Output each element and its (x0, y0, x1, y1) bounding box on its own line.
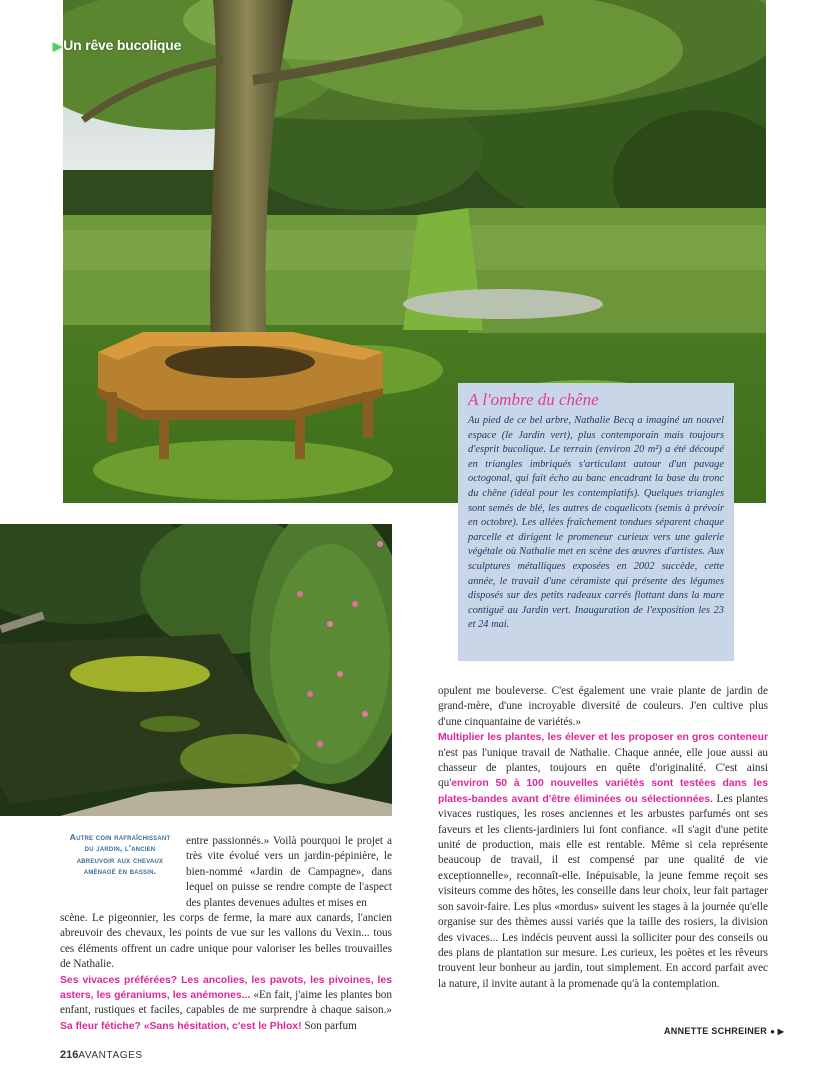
paragraph: Multiplier les plantes, les élever et les proposer en gros conteneur n'est pas l'unique travail de Nathalie. Chaque année, elle joue aussi au chasseur de plantes, toujours en quête d'originalité. C'est ainsi qu'environ 50 à 100 nouvelles variétés sont testées dans les plates-bandes avant d'être éliminées ou sélectionnées. Les plantes vivaces rustiques, les roses anciennes et les arbustes parfumés ont ses faveurs et les clients-jardiniers lui font confiance. «Il s'agit d'une petite unité de production, mais elle est rentable. Même si cela représente beaucoup de travail, il est compensé par une qualité de vie exceptionnelle», reconnaît-elle. Inépuisable, la jeune femme reçoit ses visiteurs comme des hôtes, les conseille dans leur choix, leur fait partager son savoir-faire. Les plus «mordus» suivent les stages à la journée qu'elle organise sur des thèmes aussi variés que la taille des rosiers, la division des vivaces... Les indécis peuvent aussi la solliciter pour des conseils ou des plans de plantation sur mesure. Les curieux, les poètes et les rêveurs trouvent leur bonheur au jardin, tout simplement. En accord parfait avec la nature, il invite autant à la promenade qu'à la contemplation. (438, 732, 768, 990)
arrow-icon: ▶ (53, 41, 62, 53)
left-column-top (186, 834, 392, 911)
section-tag: ▶ Un rêve bucolique (53, 37, 182, 53)
paragraph: scène. Le pigeonnier, les corps de ferme, la mare aux canards, l'ancien abreuvoir des chevaux, les points de vue sur les vallons du Vexin... tous ces éléments offrent un cadre unique pour valoriser les belles trouvailles de Nathalie. (60, 912, 392, 971)
pond-photo (0, 524, 392, 816)
highlight: Ses vivaces préférées? Les ancolies, les pavots, les pivoines, les asters, les géraniums, les anémones... (60, 974, 392, 1002)
author-signature: ANNETTE SCHREINER ● ▶ (664, 1026, 785, 1036)
right-column (438, 684, 768, 992)
sidebar-box (458, 383, 734, 661)
paragraph: entre passionnés.» Voilà pourquoi le projet a très vite évolué vers un jardin-pépinière, le bien-nommé «Jardin de Campagne», dans lequel on puisse se rendre compte de l'aspect des plantes devenues adultes et mises en (186, 835, 392, 909)
highlight: Sa fleur fétiche? «Sans hésitation, c'est le Phlox! (60, 1020, 302, 1032)
highlight: environ 50 à 100 nouvelles variétés sont testées dans les plates-bandes avant d'être éliminées ou sélectionnées. (438, 778, 768, 805)
paragraph: Ses vivaces préférées? Les ancolies, les pavots, les pivoines, les asters, les géraniums, les anémones... «En fait, j'aime les plantes bon enfant, rustiques et faciles, capables de me surprendre à chaque saison.» Sa fleur fétiche? «Sans hésitation, c'est le Phlox! Son parfum (60, 974, 392, 1032)
magazine-name: AVANTAGES (78, 1050, 143, 1061)
left-column-bottom (60, 911, 392, 1034)
page-number: 216 (60, 1049, 79, 1061)
paragraph: opulent me bouleverse. C'est également une vraie plante de jardin de grand-mère, d'une incroyable diversité de couleurs. J'en cultive plus d'une cinquantaine de variétés.» (438, 685, 768, 728)
sidebar-title: A l'ombre du chêne (468, 390, 599, 409)
photo-caption: Autre coin rafraîchissant du jardin, l'ancien abreuvoir aux chevaux aménagé en bassin. (69, 832, 171, 877)
highlight: Multiplier les plantes, les élever et les proposer en gros conteneur (438, 732, 768, 744)
page-folio (60, 1049, 143, 1061)
sidebar-body: Au pied de ce bel arbre, Nathalie Becq a imaginé un nouvel espace (le Jardin vert), plus contemporain mais toujours d'esprit bucolique. Le terrain (environ 20 m²) a été découpé en triangles imbriqués s'articulant autour d'un pavage octogonal, qui fait écho au banc encadrant la base du tronc du chêne (idéal pour les contemplatifs). Quelques triangles sont semés de blé, les autres de coquelicots (semis à prévoir en octobre). Les allées fraîchement tondues séparent chaque parcelle et dirigent le promeneur curieux vers une galerie végétale où Nathalie met en scène des œuvres d'artistes. Aux sculptures métalliques exposées en 2002 succède, cette année, le travail d'une céramiste qui présente des légumes disposés sur des petits radeaux carrés flottant dans la mare contiguë au Jardin vert. Inauguration de l'exposition les 23 et 24 mai. (468, 415, 724, 631)
end-mark-icon: ● ▶ (770, 1027, 785, 1036)
